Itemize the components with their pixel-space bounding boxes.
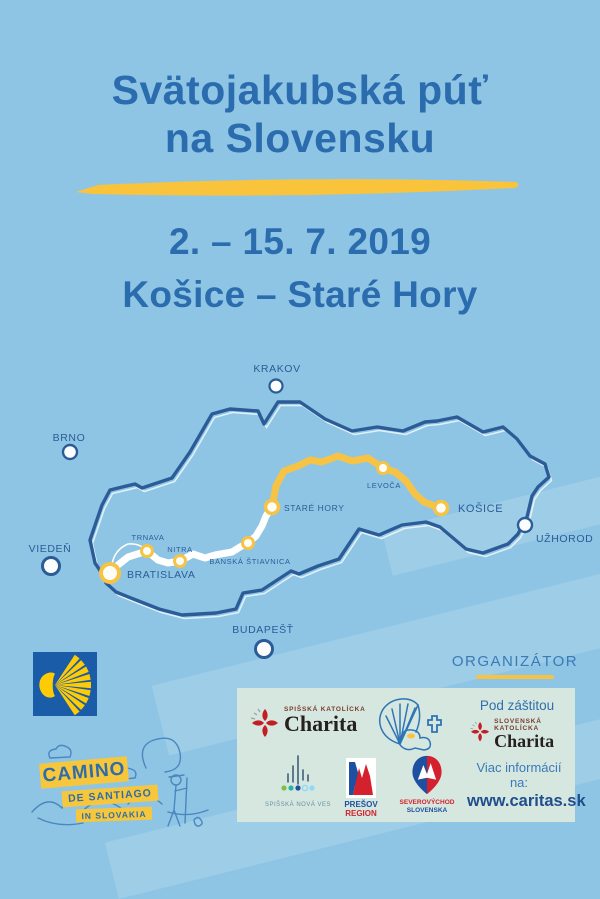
organizer-heading: ORGANIZÁTOR [451,653,579,670]
map-label-uzhorod: UŽHOROD [536,533,594,545]
map-label-krakov: KRAKOV [253,363,301,375]
camino-santiago-badge [28,728,223,846]
map-label-nitra: NITRA [167,545,193,554]
map-marker-krakov [270,380,283,393]
map-marker-stare-hory [266,501,279,514]
shell-cloud-drawing [370,692,456,758]
map-marker-vieden [43,558,60,575]
event-route-name: Košice – Staré Hory [122,273,478,315]
map-label-banska-stiavnica: BANSKÁ ŠTIAVNICA [209,557,291,566]
poster-title-line2: na Slovensku [164,115,436,162]
map-label-brno: BRNO [52,432,86,444]
organizer-heading-block [435,653,595,679]
map-label-kosice: KOŠICE [458,503,504,515]
map-label-budapest: BUDAPEŠŤ [232,624,294,636]
map-marker-brno [63,445,77,459]
event-date-range: 2. – 15. 7. 2019 [169,221,431,262]
caritas-website-url: www.caritas.sk [467,792,586,810]
map-label-trnava: TRNAVA [131,533,165,542]
map-marker-levoca [378,463,389,474]
badge-ribbon-de-santiago: DE SANTIAGO [62,785,159,808]
map-label-levoca: LEVOČA [366,481,402,490]
presov-mountains-icon [346,758,376,798]
map-marker-bratislava [101,564,119,582]
presov-label-line1: PREŠOV [344,800,378,810]
slovenska-charita-region: SLOVENSKÁ KATOLÍCKA [494,718,542,732]
poster-title-line1: Svätojakubská púť [111,67,489,113]
route-east-yellow [272,456,441,508]
spisska-nova-ves-logo [261,754,335,808]
spisska-charita-region: SPIŠSKÁ KATOLÍCKA [284,706,366,713]
severovychod-logo [389,754,465,814]
yellow-brush-underline [70,174,530,202]
presov-label-line2: REGION [345,809,377,819]
map-label-bratislava: BRATISLAVA [127,569,196,581]
badge-ribbon-camino: CAMINO [39,756,129,789]
map-marker-uzhorod [518,518,532,532]
slovenska-charita-name: Charita [494,731,555,751]
snv-label: SPIŠSKÁ NOVÁ VES [264,802,332,808]
slovakia-route-map [0,340,600,670]
more-info-block [467,760,586,811]
more-info-label: Viac informácií na: [476,760,562,790]
severovychod-pin-icon [410,754,444,796]
slovenska-charita-logo [469,718,575,750]
map-marker-budapest [256,641,273,658]
severovychod-label-line2: SLOVENSKA [406,806,448,814]
map-marker-nitra [175,556,186,567]
map-marker-banska-stiavnica [243,538,254,549]
spisska-charita-logo [249,706,366,738]
map-label-stare-hory: STARÉ HORY [284,503,345,513]
map-label-vieden: VIEDEŇ [28,543,72,555]
event-details [0,216,600,321]
poster-title [0,66,600,163]
spisska-charita-name: Charita [284,711,358,736]
map-marker-kosice [435,502,448,515]
caritas-cross-icon [249,706,281,738]
snv-skyline-icon [275,754,321,796]
camino-shell-icon [33,652,97,716]
severovychod-label-line1: SEVEROVÝCHOD [399,798,455,806]
organizer-heading-underline [476,675,554,679]
patronage-label: Pod záštitou [479,698,555,713]
caritas-cross-icon [469,718,491,744]
organizer-logo-box [237,688,586,822]
badge-ribbon-in-slovakia: IN SLOVAKIA [76,807,152,823]
presov-region-logo [339,758,383,819]
map-marker-trnava [142,546,153,557]
